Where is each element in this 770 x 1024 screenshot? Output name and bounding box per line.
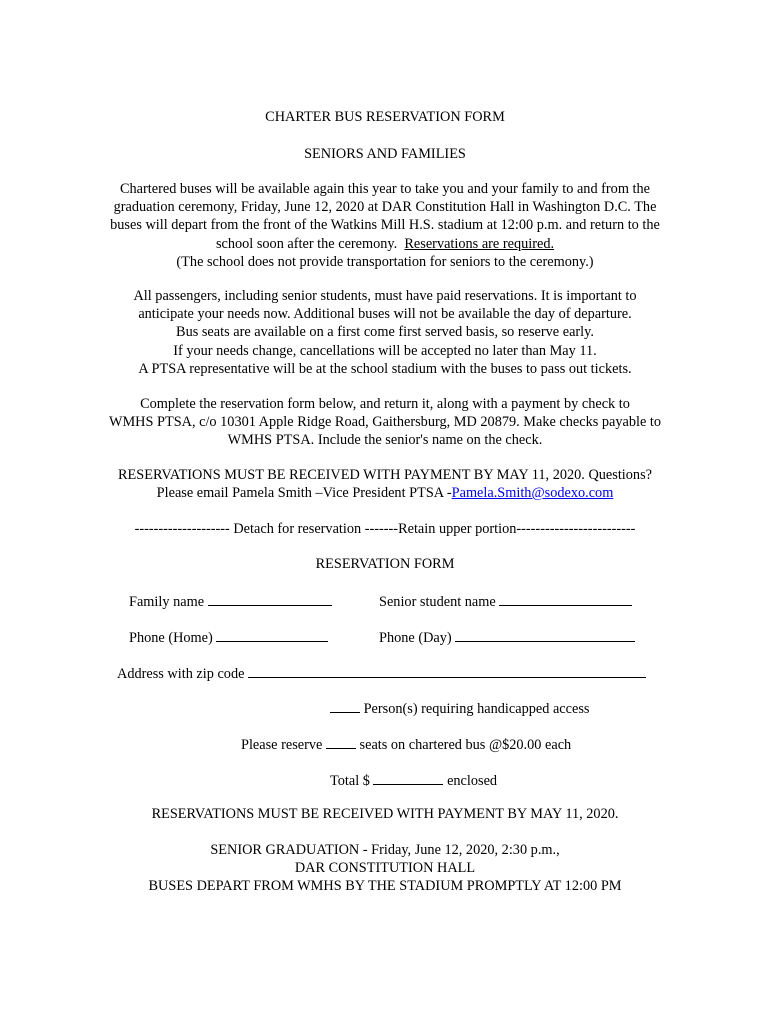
reserve-prefix-label: Please reserve bbox=[241, 737, 323, 753]
intro-paragraph bbox=[80, 180, 690, 271]
graduation-line: BUSES DEPART FROM WMHS BY THE STADIUM PROMPTLY AT 12:00 PM bbox=[148, 878, 622, 895]
phone-day-input[interactable] bbox=[455, 627, 635, 642]
phone-day-label: Phone (Day) bbox=[379, 630, 452, 646]
intro-line: buses will depart from the front of the Watkins Mill H.S. stadium at 12:00 p.m. and return to the bbox=[110, 217, 660, 234]
contact-text: Please email Pamela Smith –Vice President PTSA - bbox=[156, 485, 452, 502]
intro-line: graduation ceremony, Friday, June 12, 2020 at DAR Constitution Hall in Washington D.C. The bbox=[113, 199, 657, 216]
form-title: CHARTER BUS RESERVATION FORM bbox=[265, 109, 505, 125]
handicapped-field bbox=[330, 698, 589, 718]
intro-line: Chartered buses will be available again this year to take you and your family to and from the bbox=[119, 181, 650, 197]
passengers-line: All passengers, including senior students, must have paid reservations. It is important to bbox=[133, 288, 637, 304]
family-name-field bbox=[129, 591, 332, 611]
graduation-line: DAR CONSTITUTION HALL bbox=[294, 860, 476, 877]
total-amount-input[interactable] bbox=[373, 770, 443, 785]
senior-name-input[interactable] bbox=[499, 591, 632, 606]
phone-home-input[interactable] bbox=[216, 627, 328, 642]
intro-line bbox=[80, 235, 690, 253]
phone-home-field bbox=[129, 627, 328, 647]
graduation-line: SENIOR GRADUATION - Friday, June 12, 2020, 2:30 p.m., bbox=[210, 842, 560, 858]
address-label: Address with zip code bbox=[117, 666, 245, 682]
reservation-form-title: RESERVATION FORM bbox=[315, 556, 455, 572]
total-prefix-label: Total $ bbox=[330, 773, 370, 789]
deadline-line: RESERVATIONS MUST BE RECEIVED WITH PAYMENT BY MAY 11, 2020. Questions? bbox=[118, 467, 652, 483]
handicapped-label: Person(s) requiring handicapped access bbox=[363, 701, 590, 717]
instructions-line: Complete the reservation form below, and return it, along with a payment by check to bbox=[140, 396, 630, 412]
graduation-info bbox=[80, 841, 690, 896]
family-name-label: Family name bbox=[129, 594, 205, 610]
instructions-paragraph bbox=[80, 395, 690, 450]
reservations-required-note: Reservations are required. bbox=[404, 235, 555, 252]
address-input[interactable] bbox=[248, 663, 646, 678]
phone-home-label: Phone (Home) bbox=[129, 630, 213, 646]
senior-name-label: Senior student name bbox=[379, 594, 496, 610]
intro-line: (The school does not provide transportation for seniors to the ceremony.) bbox=[176, 253, 594, 270]
deadline-paragraph bbox=[80, 466, 690, 502]
handicapped-count-input[interactable] bbox=[330, 698, 360, 713]
senior-name-field bbox=[379, 591, 632, 611]
family-name-input[interactable] bbox=[208, 591, 332, 606]
passengers-line: Bus seats are available on a first come first served basis, so reserve early. bbox=[176, 324, 594, 341]
contact-email-link[interactable]: Pamela.Smith@sodexo.com bbox=[451, 485, 614, 502]
deadline-line bbox=[80, 484, 690, 502]
passengers-line: If your needs change, cancellations will be accepted no later than May 11. bbox=[173, 342, 597, 359]
footer-deadline: RESERVATIONS MUST BE RECEIVED WITH PAYMENT BY MAY 11, 2020. bbox=[151, 806, 619, 822]
form-subtitle: SENIORS AND FAMILIES bbox=[304, 146, 466, 162]
intro-text: school soon after the ceremony. bbox=[215, 235, 405, 252]
phone-day-field bbox=[379, 627, 635, 647]
detach-line: -------------------- Detach for reservation -------Retain upper portion------------------------- bbox=[134, 521, 636, 537]
seats-count-input[interactable] bbox=[326, 734, 356, 749]
instructions-line: WMHS PTSA, c/o 10301 Apple Ridge Road, Gaithersburg, MD 20879. Make checks payable to bbox=[108, 414, 662, 431]
instructions-line: WMHS PTSA. Include the senior's name on the check. bbox=[227, 432, 543, 449]
total-suffix-label: enclosed bbox=[447, 773, 498, 789]
reserve-suffix-label: seats on chartered bus @$20.00 each bbox=[359, 737, 572, 753]
passengers-line: anticipate your needs now. Additional buses will not be available the day of departure. bbox=[138, 306, 632, 323]
passengers-line: A PTSA representative will be at the school stadium with the buses to pass out tickets. bbox=[138, 360, 632, 377]
total-field bbox=[330, 770, 497, 790]
seats-field bbox=[241, 734, 571, 754]
address-field bbox=[117, 663, 646, 683]
passengers-paragraph bbox=[80, 287, 690, 378]
